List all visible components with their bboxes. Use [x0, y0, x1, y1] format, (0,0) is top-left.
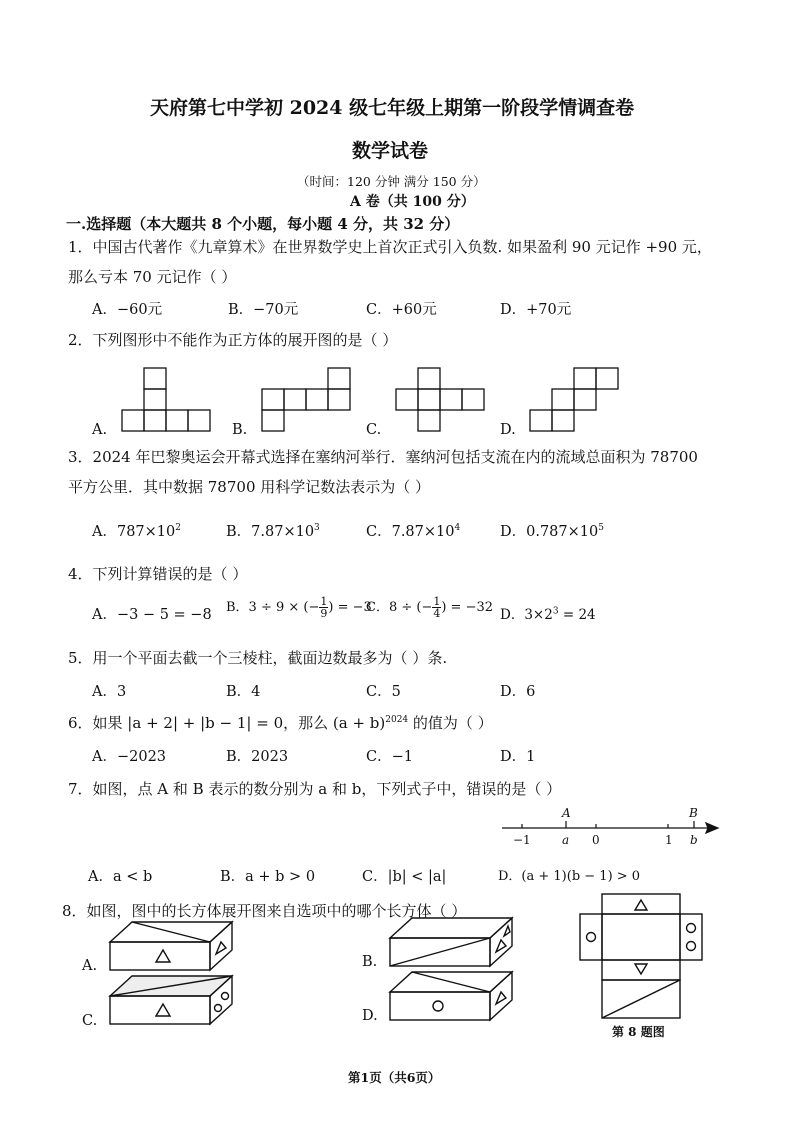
- q6-option-d[interactable]: D．1: [500, 749, 536, 765]
- tick-label-b: b: [690, 833, 698, 847]
- q3-option-b[interactable]: B．$7.87\times 10^3$: [226, 523, 320, 540]
- q1-line1: 1．中国古代著作《九章算术》在世界数学史上首次正式引入负数. 如果盈利 90 元记作 +90 元，: [68, 238, 712, 256]
- number-line-figure: [496, 806, 722, 852]
- q8-option-d[interactable]: D.: [362, 1008, 378, 1024]
- q6-option-c[interactable]: C．−1: [366, 749, 413, 765]
- q8-option-b[interactable]: B.: [362, 954, 378, 970]
- q7-option-d[interactable]: D．(a + 1)(b − 1) > 0: [498, 869, 641, 884]
- fraction-one-quarter: $\frac{1}{4}$: [433, 595, 441, 620]
- q1-option-b[interactable]: B．−70元: [228, 302, 299, 318]
- page-title: 天府第七中学初 2024 级七年级上期第一阶段学情调查卷: [150, 97, 635, 119]
- q8-text: 8．如图，图中的长方体展开图来自选项中的哪个长方体（ ）: [62, 902, 467, 920]
- q3-line2: 平方公里．其中数据 78700 用科学记数法表示为（ ）: [68, 478, 431, 496]
- tick-label-one: 1: [665, 833, 673, 847]
- tick-label-minus-one: −1: [513, 833, 531, 847]
- q7-option-c[interactable]: C．|b| < |a|: [362, 869, 447, 885]
- q4-option-b[interactable]: B．3 ÷ 9 × (− $\frac{1}{9}$ ) = −3: [226, 595, 372, 620]
- q3-option-d[interactable]: D．$0.787\times 10^5$: [500, 523, 604, 540]
- q3-line1: 3．2024 年巴黎奥运会开幕式选择在塞纳河举行．塞纳河包括支流在内的流域总面积为 78700: [68, 448, 698, 466]
- q8-option-c[interactable]: C.: [82, 1013, 98, 1029]
- q4-option-c[interactable]: C．8 ÷ (− $\frac{1}{4}$ ) = −32: [366, 595, 494, 620]
- cuboid-d-figure: [388, 968, 516, 1022]
- point-a-label: A: [562, 806, 571, 820]
- cuboid-b-figure: [388, 914, 516, 968]
- net-a-figure: [122, 366, 212, 432]
- q3-option-a[interactable]: A．$787\times 10^2$: [92, 523, 181, 540]
- q6-option-b[interactable]: B．2023: [226, 749, 289, 765]
- q5-option-b[interactable]: B．4: [226, 684, 261, 700]
- q3-option-c[interactable]: C．$7.87\times 10^4$: [366, 523, 461, 540]
- q1-option-d[interactable]: D．+70元: [500, 302, 572, 318]
- fraction-one-ninth: $\frac{1}{9}$: [320, 595, 328, 620]
- cuboid-net-figure: [578, 892, 704, 1020]
- tick-label-a: a: [562, 833, 570, 847]
- q5-option-c[interactable]: C．5: [366, 684, 401, 700]
- q1-option-c[interactable]: C．+60元: [366, 302, 437, 318]
- q2-option-c[interactable]: C.: [366, 422, 382, 438]
- q8-option-a[interactable]: A.: [82, 958, 98, 974]
- net-b-figure: [262, 366, 352, 432]
- q2-text: 2．下列图形中不能作为正方体的展开图的是（ ）: [68, 331, 398, 349]
- q5-option-a[interactable]: A．3: [92, 684, 127, 700]
- q5-option-d[interactable]: D．6: [500, 684, 536, 700]
- cuboid-c-figure: [108, 972, 236, 1026]
- q1-option-a[interactable]: A．−60元: [92, 302, 163, 318]
- q7-option-a[interactable]: A．a < b: [88, 869, 153, 885]
- part-label: A 卷（共 100 分）: [350, 194, 475, 210]
- page-footer: 第1页（共6页）: [348, 1070, 441, 1085]
- figure-8-caption: 第 8 题图: [612, 1025, 665, 1039]
- point-b-label: B: [689, 806, 698, 820]
- axis-arrow: [706, 823, 718, 833]
- q4-text: 4．下列计算错误的是（ ）: [68, 565, 248, 583]
- q4-option-d[interactable]: D．$3\times 2^3 = 24$: [500, 606, 596, 623]
- net-d-figure: [530, 366, 620, 432]
- section-heading: 一.选择题（本大题共 8 个小题，每小题 4 分，共 32 分）: [66, 215, 460, 233]
- q1-line2: 那么亏本 70 元记作（ ）: [68, 268, 237, 286]
- q4-option-a[interactable]: A．−3 − 5 = −8: [92, 607, 212, 623]
- q7-option-b[interactable]: B．a + b > 0: [220, 869, 316, 885]
- net-c-figure: [396, 366, 486, 432]
- q6-option-a[interactable]: A．−2023: [92, 749, 167, 765]
- subject-title: 数学试卷: [352, 140, 429, 162]
- q2-option-d[interactable]: D.: [500, 422, 516, 438]
- time-info: （时间：120 分钟 满分 150 分）: [297, 174, 486, 189]
- q5-text: 5．用一个平面去截一个三棱柱，截面边数最多为（ ）条.: [68, 649, 448, 667]
- cuboid-a-figure: [108, 918, 236, 972]
- q2-option-a[interactable]: A.: [92, 422, 108, 438]
- q7-text: 7．如图，点 A 和 B 表示的数分别为 a 和 b，下列式子中，错误的是（ ）: [68, 780, 562, 798]
- q6-text: 6．如果 |a + 2| + |b − 1| = 0，那么 $(a + b)^{2024}$ 的值为（ ）: [68, 714, 493, 732]
- q2-option-b[interactable]: B.: [232, 422, 248, 438]
- tick-label-zero: 0: [592, 833, 600, 847]
